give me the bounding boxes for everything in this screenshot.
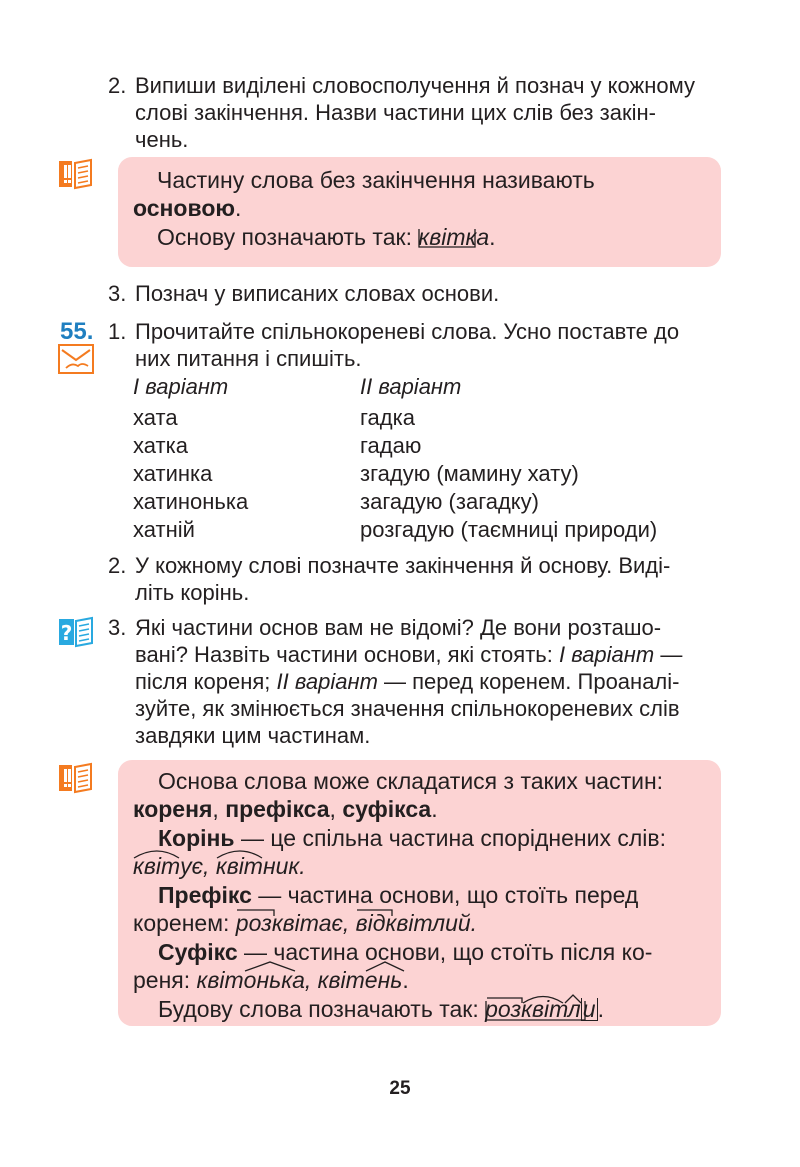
root-part: квіт: [215, 853, 263, 879]
variant2-word: розгадую (таємниці природи): [360, 517, 658, 542]
stem-bracket-icon: [418, 223, 478, 251]
word-rest: ник.: [262, 853, 306, 879]
rule-term: основою: [133, 195, 236, 221]
word-rest: квітлий.: [385, 910, 478, 936]
rule-text: .: [489, 224, 496, 250]
item-number: 2.: [108, 553, 127, 578]
item-text-line: Познач у виписаних словах основи.: [135, 281, 500, 306]
rule-term: Суфікс: [158, 939, 238, 965]
sep: ,: [212, 796, 226, 822]
variant1-word: хата: [133, 405, 178, 430]
variant1-word: хатній: [133, 517, 195, 542]
item-text-line: чень.: [135, 127, 189, 152]
suffix-marked-part: [365, 966, 403, 994]
variant2-word: загадую (загадку): [360, 489, 540, 514]
rule-text-line: [158, 881, 638, 909]
prefix-mark-icon: [236, 907, 276, 917]
rule-text: .: [597, 996, 604, 1022]
rule-term: кореня: [133, 796, 213, 822]
question-book-icon: [58, 616, 94, 653]
rule-example-line: [133, 966, 409, 994]
item-number: 1.: [108, 319, 127, 344]
text-part: після кореня;: [135, 669, 277, 694]
word-rest: .: [402, 967, 409, 993]
variant1-word: хатинка: [133, 461, 213, 486]
prefix-part: роз: [235, 910, 272, 936]
variant-ref: ІІ варіант: [276, 669, 378, 694]
item-text-line: літь корінь.: [135, 580, 250, 605]
root-part: квіт: [317, 967, 365, 993]
variant2-word: гадка: [360, 405, 415, 430]
word-rest: квітає,: [271, 910, 356, 936]
word-structure-example: [485, 995, 597, 1023]
rule-term-end: .: [235, 195, 242, 221]
item-text-line: зуйте, як змінюється значення спільнокореневих слів: [135, 696, 680, 721]
suffix-marked-part: [244, 966, 292, 994]
variant1-word: хатка: [133, 433, 188, 458]
rule-text: Будову слова позначають так:: [158, 996, 486, 1022]
item-text-line: них питання і спишіть.: [135, 346, 362, 371]
text-part: вані? Назвіть частини основи, які стоять:: [135, 642, 559, 667]
item-text-line: У кожному слові позначте закінчення й основу. Виді-: [135, 553, 671, 578]
rule-def: — частина основи, що стоїть перед: [251, 882, 639, 908]
rule-text-line: [158, 938, 652, 966]
sep: .: [431, 796, 438, 822]
item-number: 3.: [108, 615, 127, 640]
rule-example-line: [133, 909, 477, 937]
variant1-title: І варіант: [133, 374, 229, 399]
rule-book-icon: [58, 158, 94, 195]
rule-text-line: Основа слова може складатися з таких частин:: [158, 768, 664, 794]
variant-ref: І варіант: [558, 642, 655, 667]
rule-term: Корінь: [158, 825, 235, 851]
rule-structure-line: [158, 995, 604, 1024]
rule-book-icon: [58, 762, 94, 799]
rule-text: Основу позначають так:: [157, 224, 419, 250]
root-arc-icon: [133, 848, 181, 860]
suffix-part: л: [567, 996, 581, 1022]
text-part: —: [654, 642, 683, 667]
prefix-marked-part: [236, 909, 272, 937]
sep: ,: [329, 796, 343, 822]
rule-terms-line: [133, 795, 438, 823]
exercise-number: 55.: [60, 318, 94, 345]
stem-marked-word: [418, 223, 476, 251]
rule-example-line: [157, 223, 496, 251]
variant2-word: гадаю: [360, 433, 422, 458]
prefix-part: від: [355, 910, 386, 936]
root-part: квіт: [133, 853, 181, 879]
rule-example-line: [133, 852, 306, 880]
item-number: 2.: [108, 73, 127, 98]
suffix-part: оньк: [243, 967, 293, 993]
page-number: 25: [389, 1078, 411, 1099]
item-text-line: [135, 641, 682, 668]
rule-def: — це спільна частина споріднених слів:: [234, 825, 666, 851]
suffix-mark-icon: [244, 960, 296, 972]
rule-text: коренем:: [133, 910, 236, 936]
root-part: квіт: [196, 967, 244, 993]
word-rest: а,: [292, 967, 318, 993]
item-text-line: [135, 668, 679, 695]
prefix-marked-part: [356, 909, 386, 937]
item-text-line: Прочитайте спільнокореневі слова. Усно поставте до: [135, 319, 680, 344]
stem-part: квітк: [418, 224, 477, 250]
rule-term-line: [133, 194, 241, 222]
variant2-word: згадую (мамину хату): [360, 461, 579, 486]
text-part: — перед коренем. Проаналі-: [377, 669, 680, 694]
suffix-mark-icon: [365, 960, 405, 972]
ending-part: а: [476, 224, 490, 250]
svg-text:?: ?: [60, 621, 73, 645]
root-arc-icon: [216, 848, 264, 860]
item-text-line: завдяки цим частинам.: [135, 723, 371, 748]
word-rest: ує,: [180, 853, 216, 879]
pair-work-icon: [58, 344, 94, 379]
prefix-part: роз: [485, 996, 522, 1022]
rule-text-line: Частину слова без закінчення називають: [157, 167, 595, 193]
item-number: 3.: [108, 281, 127, 306]
ending-part: и: [582, 996, 596, 1022]
rule-term: Префікс: [158, 882, 252, 908]
root-marked-part: [133, 852, 180, 880]
item-text-line: Які частини основ вам не відомі? Де вони розташо-: [135, 615, 662, 640]
prefix-mark-icon: [356, 907, 394, 917]
rule-term: суфікса: [342, 796, 432, 822]
item-text-line: слові закінчення. Назви частини цих слів без закін-: [135, 100, 656, 125]
rule-def: — частина основи, що стоїть після ко-: [237, 939, 653, 965]
structure-marks-icon: [485, 995, 605, 1023]
variant1-word: хатинонька: [133, 489, 249, 514]
root-part: квіт: [521, 996, 568, 1022]
rule-term: префікса: [225, 796, 330, 822]
root-marked-part: [216, 852, 263, 880]
item-text-line: Випиши виділені словосполучення й познач у кожному: [135, 73, 695, 98]
variant2-title: ІІ варіант: [360, 374, 462, 399]
rule-text: реня:: [133, 967, 197, 993]
suffix-part: ень: [364, 967, 403, 993]
